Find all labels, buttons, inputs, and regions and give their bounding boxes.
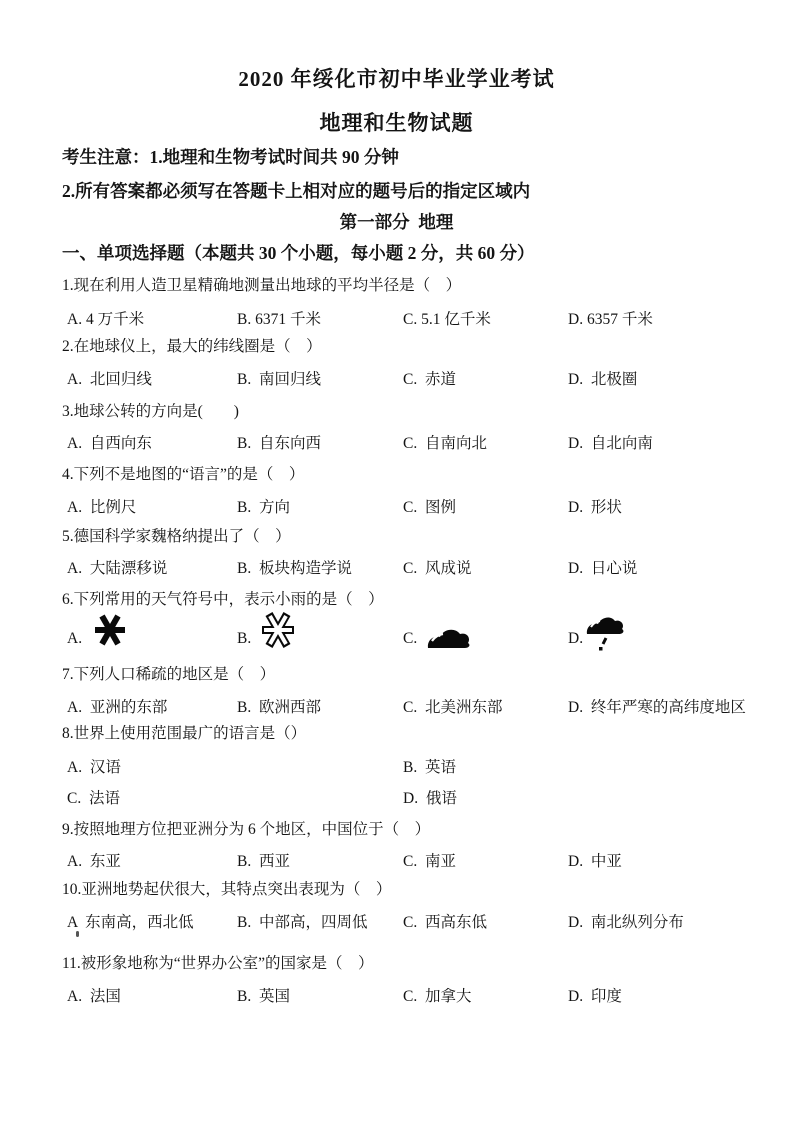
question-2-text: 2.在地球仪上，最大的纬线圈是（ ）	[62, 338, 322, 355]
option-d: D. 终年严寒的高纬度地区	[568, 699, 746, 716]
option-a: A. 4 万千米	[67, 311, 145, 328]
option-b: B. 西亚	[237, 853, 290, 870]
question-2-options	[0, 367, 793, 389]
option-b: B. 方向	[237, 499, 290, 516]
question-3-text: 3.地球公转的方向是( )	[62, 403, 239, 420]
question-8-text: 8.世界上使用范围最广的语言是（）	[62, 725, 307, 742]
option-b-label: B.	[237, 630, 252, 647]
question-11-options	[0, 984, 793, 1006]
cloud-with-rain-icon	[584, 615, 626, 653]
option-b: B. 中部高，四周低	[237, 914, 368, 931]
option-c: C. 赤道	[403, 371, 456, 388]
stray-punctuation-mark	[76, 931, 79, 937]
question-4-options	[0, 495, 793, 517]
question-11-text: 11.被形象地称为“世界办公室”的国家是（ ）	[62, 955, 374, 972]
option-d: D. 形状	[568, 499, 622, 516]
option-a: A. 法国	[67, 988, 121, 1005]
option-b: B. 自东向西	[237, 435, 321, 452]
cloud-icon	[424, 626, 472, 650]
question-8-options-row1	[0, 755, 793, 777]
option-b: B. 南回归线	[237, 371, 321, 388]
option-b: B. 板块构造学说	[237, 560, 352, 577]
option-d: D. 俄语	[403, 790, 457, 807]
option-c: C. 法语	[67, 790, 120, 807]
option-a: A. 大陆漂移说	[67, 560, 168, 577]
option-c: C. 南亚	[403, 853, 456, 870]
option-c: C. 图例	[403, 499, 456, 516]
snowflake-filled-icon	[93, 613, 127, 647]
question-5-options	[0, 556, 793, 578]
option-a: A. 汉语	[67, 759, 121, 776]
option-b: B. 英语	[403, 759, 456, 776]
question-7-text: 7.下列人口稀疏的地区是（ ）	[62, 666, 276, 683]
option-d: D. 南北纵列分布	[568, 914, 684, 931]
option-a-label: A.	[67, 630, 83, 647]
candidate-notice-line1: 考生注意：1.地理和生物考试时间共 90 分钟	[62, 147, 399, 167]
option-c: C. 加拿大	[403, 988, 472, 1005]
question-7-options	[0, 695, 793, 717]
option-b: B. 欧洲西部	[237, 699, 321, 716]
question-5-text: 5.德国科学家魏格纳提出了（ ）	[62, 528, 291, 545]
option-c: C. 西高东低	[403, 914, 487, 931]
option-a: A. 比例尺	[67, 499, 137, 516]
part-one-heading: 第一部分 地理	[339, 212, 454, 232]
option-a: A. 北回归线	[67, 371, 152, 388]
question-8-options-row2	[0, 786, 793, 808]
option-d: D. 6357 千米	[568, 311, 653, 328]
option-d-label: D.	[568, 630, 584, 647]
question-3-options	[0, 431, 793, 453]
option-a: A. 东亚	[67, 853, 121, 870]
option-a: A 东南高，西北低	[67, 914, 194, 931]
snowflake-outline-icon	[259, 611, 297, 649]
candidate-notice-line2: 2.所有答案都必须写在答题卡上相对应的题号后的指定区域内	[62, 181, 531, 201]
option-b: B. 6371 千米	[237, 311, 321, 328]
question-9-text: 9.按照地理方位把亚洲分为 6 个地区，中国位于（ ）	[62, 821, 431, 838]
option-a: A. 亚洲的东部	[67, 699, 168, 716]
option-d: D. 日心说	[568, 560, 638, 577]
option-b: B. 英国	[237, 988, 290, 1005]
option-d: D. 自北向南	[568, 435, 653, 452]
question-1-text: 1.现在利用人造卫星精确地测量出地球的平均半径是（ ）	[62, 277, 462, 294]
option-d: D. 中亚	[568, 853, 622, 870]
section-one-heading: 一、单项选择题（本题共 30 个小题，每小题 2 分，共 60 分）	[62, 243, 535, 263]
option-d: D. 印度	[568, 988, 622, 1005]
option-d: D. 北极圈	[568, 371, 638, 388]
option-c: C. 自南向北	[403, 435, 487, 452]
question-10-options	[0, 910, 793, 932]
option-c: C. 风成说	[403, 560, 472, 577]
option-c: C. 北美洲东部	[403, 699, 503, 716]
question-9-options	[0, 849, 793, 871]
option-c-label: C.	[403, 630, 418, 647]
question-4-text: 4.下列不是地图的“语言”的是（ ）	[62, 466, 305, 483]
question-6-text: 6.下列常用的天气符号中，表示小雨的是（ ）	[62, 591, 384, 608]
question-10-text: 10.亚洲地势起伏很大，其特点突出表现为（ ）	[62, 881, 392, 898]
exam-title-line2: 地理和生物试题	[319, 111, 474, 135]
option-c: C. 5.1 亿千米	[403, 311, 491, 328]
question-1-options	[0, 307, 793, 329]
option-a: A. 自西向东	[67, 435, 152, 452]
exam-title-line1: 2020 年绥化市初中毕业学业考试	[238, 67, 555, 91]
